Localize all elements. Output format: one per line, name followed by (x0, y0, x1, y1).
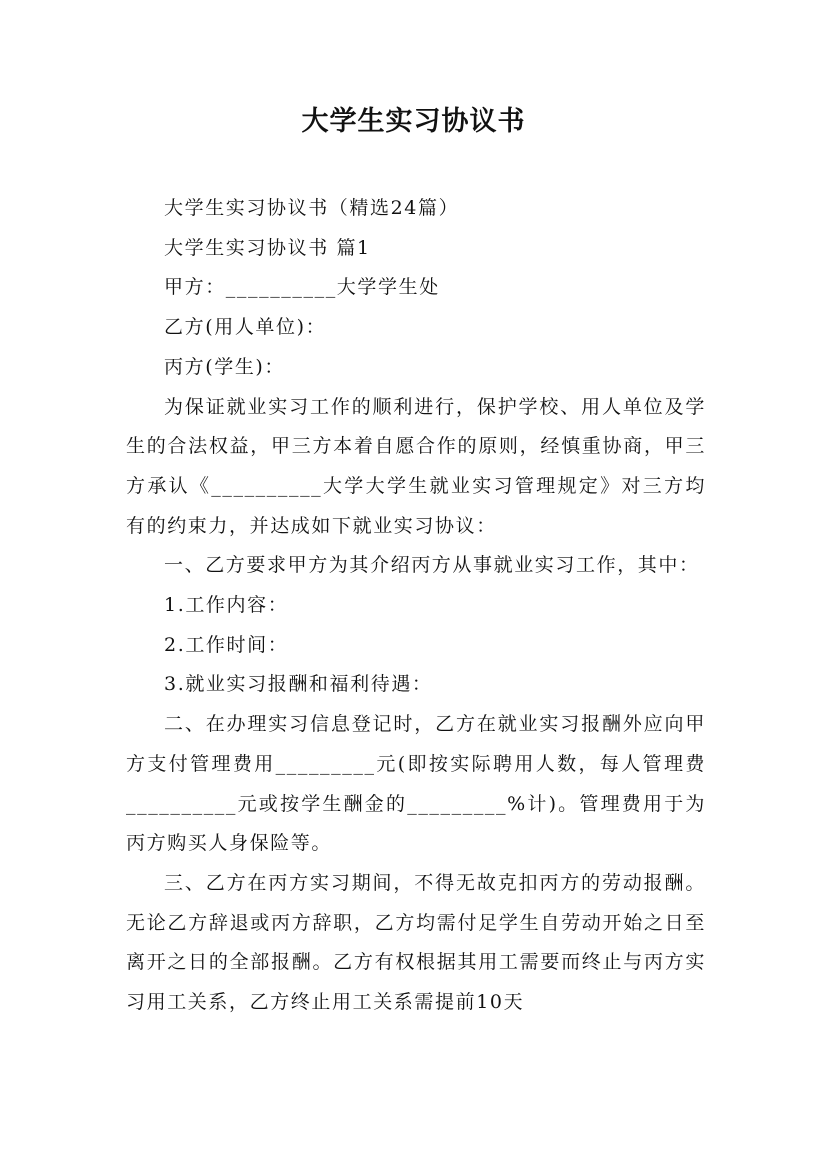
party-a-line: 甲方：__________大学学生处 (164, 276, 440, 299)
clause-1-item-2: 2.工作时间： (164, 633, 289, 656)
section-heading: 大学生实习协议书 篇1 (164, 236, 371, 259)
clause-1-item-1: 1.工作内容： (164, 594, 289, 617)
party-c-line: 丙方(学生)： (164, 355, 286, 378)
party-b-line: 乙方(用人单位)： (164, 316, 327, 339)
clause-2: 二、在办理实习信息登记时，乙方在就业实习报酬外应向甲方支付管理费用_________元(即按实际聘用人数，每人管理费__________元或按学生酬金的_________%计)。管理费用于为丙方购买人身保险等。 (126, 713, 706, 855)
document-title: 大学生实习协议书 (301, 106, 526, 137)
clause-3: 三、乙方在丙方实习期间，不得无故克扣丙方的劳动报酬。无论乙方辞退或丙方辞职，乙方均需付足学生自劳动开始之日至离开之日的全部报酬。乙方有权根据其用工需要而终止与丙方实习用工关系，乙方终止用工关系需提前10天 (126, 871, 706, 1014)
clause-1-item-3: 3.就业实习报酬和福利待遇： (164, 673, 433, 696)
document-body (126, 189, 706, 1023)
intro-paragraph: 为保证就业实习工作的顺利进行，保护学校、用人单位及学生的合法权益，甲三方本着自愿合作的原则，经慎重协商，甲三方承认《__________大学大学生就业实习管理规定》对三方均有的约束力，并达成如下就业实习协议： (126, 395, 706, 537)
clause-1: 一、乙方要求甲方为其介绍丙方从事就业实习工作，其中： (164, 554, 700, 577)
subtitle-line: 大学生实习协议书（精选24篇） (164, 197, 460, 219)
